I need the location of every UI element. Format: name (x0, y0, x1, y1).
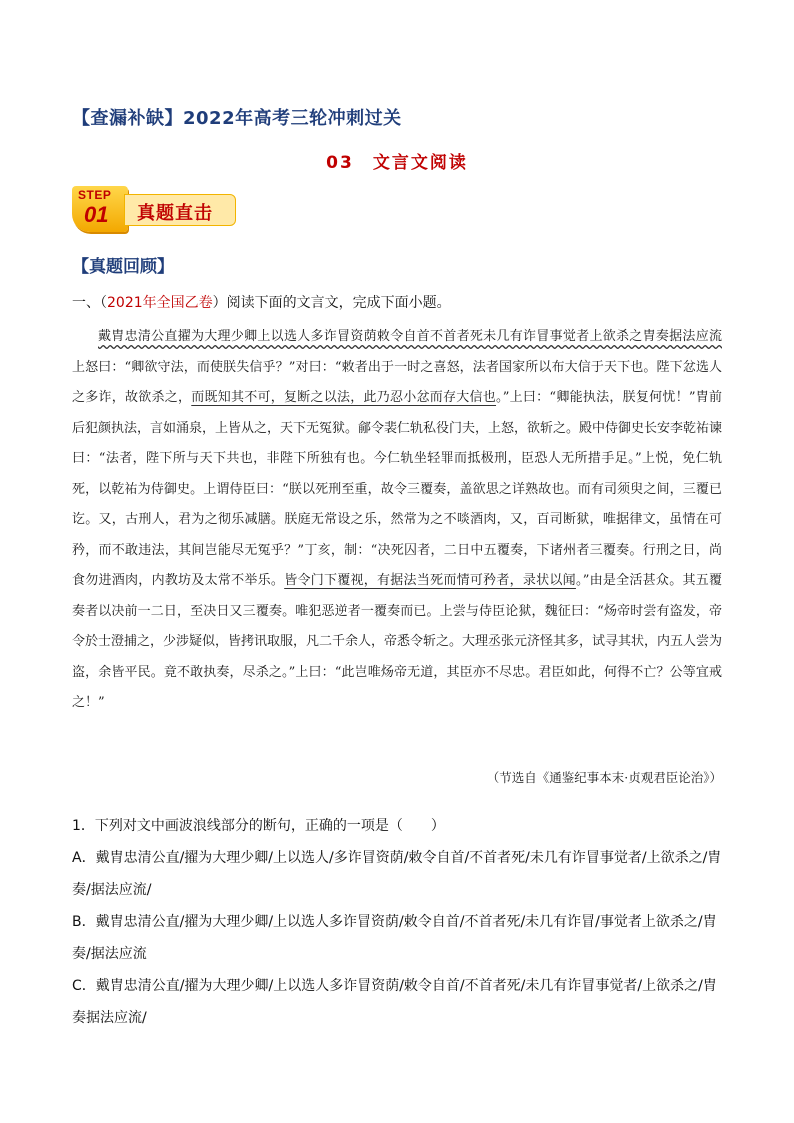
option-b: B．戴胄忠清公直/擢为大理少卿/上以选人多诈冒资荫/敕令自首/不首者死/未几有诈冒/事觉者上欲杀之/胄奏/据法应流 (72, 914, 717, 962)
review-subheading: 【真题回顾】 (72, 257, 174, 277)
passage-text-2: 。”上曰：“卿能执法，朕复何忧！”胄前后犯颜执法，言如涌泉，上皆从之，天下无冤狱。鄃令裴仁轨私役门夫，上怒，欲斩之。殿中侍御史长安李乾祐谏曰：“法者，陛下所与天下共也，非陛下所独有也。今仁轨坐轻罪而抵极刑，臣恐人无所措手足。”上悦，免仁轨死，以乾祐为侍御史。上谓侍臣曰：“朕以死刑至重，故令三覆奏，盖欲思之详熟故也。而有司须臾之间，三覆已讫。又，古刑人，君为之彻乐减膳。朕庭无常设之乐，然常为之不啖酒肉，又，百司断狱，唯据律文，虽情在可矜，而不敢违法，其间岂能尽无冤乎？”丁亥，制：“决死囚者，二日中五覆奏，下诸州者三覆奏。行刑之日，尚食勿进酒肉，内教坊及太常不举乐。 (72, 390, 723, 588)
intro-prefix: 一、（ (72, 295, 107, 311)
step-tag-text: 真题直击 (137, 203, 213, 224)
option-c: C．戴胄忠清公直/擢为大理少卿/上以选人多诈冒资荫/敕令自首/不首者死/未几有诈冒事觉者/上欲杀之/胄奏据法应流/ (72, 978, 717, 1026)
step-badge (72, 186, 128, 232)
passage-wavy-segment: 戴胄忠清公直擢为大理少卿上以选人多诈冒资荫敕令自首不首者死未几有诈冒事觉者上欲杀之胄奏据法应流 (98, 329, 722, 344)
passage-text-3: 。”由是全活甚众。其五覆奏者以决前一二日，至决日又三覆奏。唯犯恶逆者一覆奏而已。上尝与侍臣论狱，魏征曰：“炀帝时尝有盗发，帝令於士澄捕之，少涉疑似，皆拷讯取服，凡二千余人，帝悉令斩之。大理丞张元济怪其多，试寻其状，内五人尝为盗，余皆平民。竟不敢执奏，尽杀之。”上曰：“此岂唯炀帝无道，其臣亦不尽忠。君臣如此，何得不亡？公等宜戒之！” (72, 573, 723, 710)
question-intro (72, 292, 451, 312)
doc-header-title: 【查漏补缺】2022年高考三轮冲刺过关 (72, 108, 402, 129)
passage-underlined-2: 皆令门下覆视，有据法当死而情可矜者，录状以闻 (284, 573, 576, 588)
step-banner (72, 186, 236, 232)
step-tag (124, 194, 236, 226)
step-label: STEP (78, 188, 112, 202)
step-number: 01 (84, 202, 109, 227)
option-a: A．戴胄忠清公直/擢为大理少卿/上以选人/多诈冒资荫/敕令自首/不首者死/未几有诈冒事觉者/上欲杀之/胄奏/据法应流/ (72, 850, 722, 898)
intro-source: 2021年全国乙卷 (107, 295, 213, 311)
classical-passage (72, 322, 722, 719)
passage-underlined-1: 而既知其不可，复断之以法，此乃忍小忿而存大信也 (191, 390, 497, 405)
question-stem: 1．下列对文中画波浪线部分的断句，正确的一项是（ ） (72, 818, 445, 834)
passage-source: （节选自《通鉴纪事本末·贞观君臣论治》） (486, 770, 722, 785)
section-title: 03 文言文阅读 (326, 153, 468, 173)
passage-text-1: 上怒曰：“卿欲守法，而使朕失信乎？”对曰：“敕者出于一时之喜怒，法者国家所以布大信于天下也。陛下忿选人之多诈，故欲杀之， (72, 359, 722, 405)
question-1 (72, 810, 722, 1034)
intro-suffix: ）阅读下面的文言文，完成下面小题。 (212, 295, 451, 311)
